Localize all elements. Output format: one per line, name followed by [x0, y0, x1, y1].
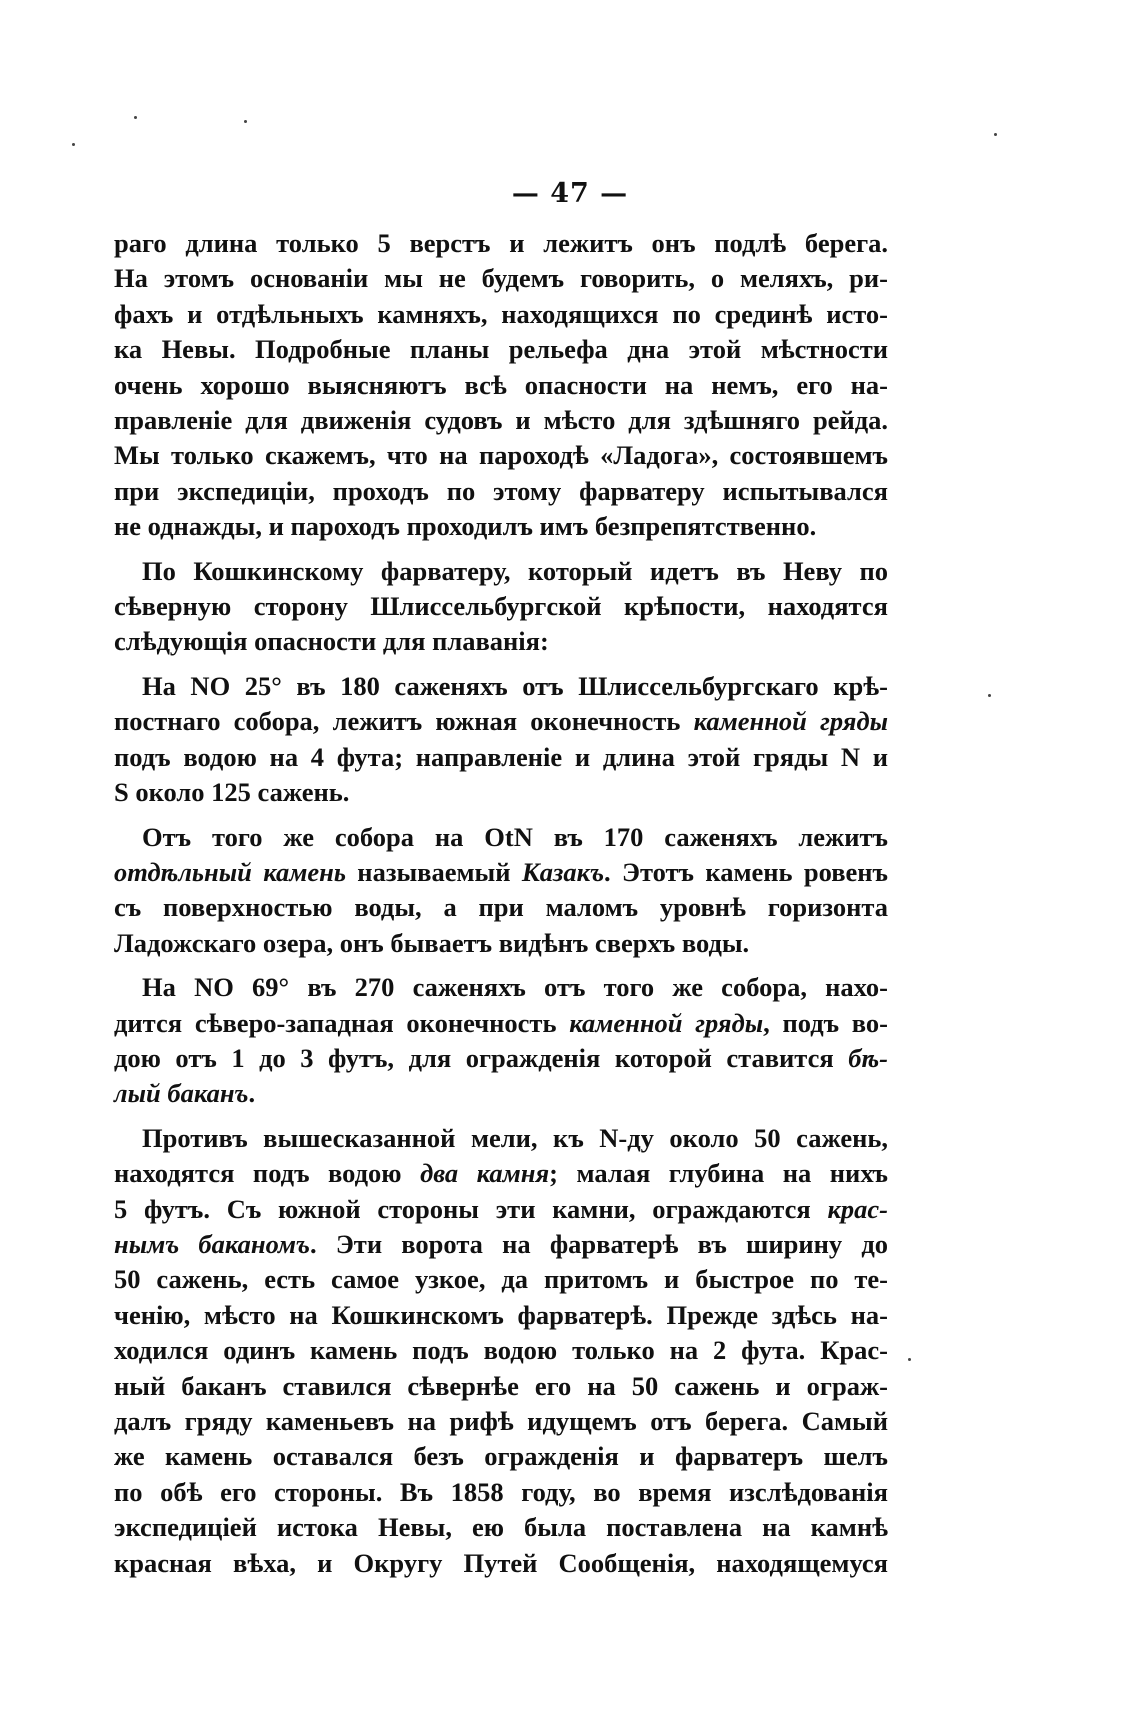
text-line: 50 сажень, есть самое узкое, да притомъ и быстрое по те- [114, 1264, 888, 1295]
body-text [114, 226, 888, 1581]
text-line: Мы только скажемъ, что на пароходѣ «Ладога», состоявшемъ [114, 440, 888, 471]
text-line [114, 1227, 888, 1262]
text-line: подъ водою на 4 фута; направленiе и длина этой гряды N и [114, 741, 888, 772]
text-line: сѣверную сторону Шлиссельбургской крѣпости, находятся [114, 591, 888, 622]
text-span: . [248, 1078, 256, 1109]
text-line: Отъ того же собора на OtN въ 170 саженяхъ лежитъ [142, 821, 888, 852]
text-line: не однажды, и пароходъ проходилъ имъ безпрепятственно. [114, 511, 817, 542]
text-line [114, 1156, 888, 1191]
text-line: правленiе для движенiя судовъ и мѣсто для здѣшняго рейда. [114, 405, 888, 436]
scan-speck [908, 1358, 911, 1361]
text-span: ; малая глубина на нихъ [549, 1158, 889, 1189]
text-line: съ поверхностью воды, а при маломъ уровнѣ горизонта [114, 892, 888, 923]
italic-term: бѣ- [848, 1042, 888, 1073]
text-line: ный баканъ ставился сѣвернѣе его на 50 сажень и ограж- [114, 1370, 888, 1401]
italic-term: Казакъ [521, 856, 605, 887]
text-line: S около 125 сажень. [114, 777, 350, 808]
paragraph-5 [114, 970, 888, 1112]
text-line: экспедицiей истока Невы, ею была поставлена на камнѣ [114, 1512, 888, 1543]
text-line: ченiю, мѣсто на Кошкинскомъ фарватерѣ. Прежде здѣсь на- [114, 1299, 888, 1330]
scan-speck [244, 120, 247, 123]
text-line: далъ гряду каменьевъ на рифѣ идущемъ отъ берега. Самый [114, 1406, 888, 1436]
text-line: по обѣ его стороны. Въ 1858 году, во время изслѣдованiя [114, 1476, 888, 1507]
italic-term: отдѣльный камень [114, 856, 346, 887]
paragraph-4 [114, 820, 888, 962]
text-line [114, 855, 888, 890]
text-line: На NO 25° въ 180 саженяхъ отъ Шлиссельбургскаго крѣ- [142, 670, 888, 701]
text-span: дою отъ 1 до 3 футъ, для огражденiя которой ставится [114, 1042, 849, 1073]
text-line [114, 1192, 888, 1227]
paragraph-2 [114, 554, 888, 660]
text-span: называемый [345, 856, 522, 887]
text-line: очень хорошо выясняютъ всѣ опасности на немъ, его на- [114, 369, 888, 400]
text-line: слѣдующiя опасности для плаванiя: [114, 626, 549, 657]
text-line: фахъ и отдѣльныхъ камняхъ, находящихся по срединѣ исто- [114, 298, 888, 329]
text-span: 5 футъ. Съ южной стороны эти камни, ограждаются [114, 1193, 828, 1224]
text-line: ка Невы. Подробные планы рельефа дна этой мѣстности [114, 334, 888, 365]
scan-speck [134, 116, 137, 119]
paragraph-1 [114, 226, 888, 545]
text-span: . Этотъ камень ровенъ [604, 856, 888, 887]
text-line [114, 1076, 888, 1111]
text-span: дится сѣверо-западная оконечность [114, 1007, 570, 1038]
text-span: постнаго собора, лежитъ южная оконечность [114, 706, 694, 737]
text-line [114, 1006, 888, 1041]
text-line: Противъ вышесказанной мели, къ N-ду около 50 сажень, [142, 1122, 888, 1153]
scan-speck [988, 694, 991, 697]
text-line: По Кошкинскому фарватеру, который идетъ въ Неву по [142, 555, 888, 586]
text-span: находятся подъ водою [114, 1158, 421, 1189]
text-line [114, 1041, 888, 1076]
text-span: . Эти ворота на фарватерѣ въ ширину до [310, 1228, 889, 1259]
italic-term: крас- [827, 1193, 888, 1224]
text-line: ходился одинъ камень подъ водою только на 2 фута. Крас- [114, 1335, 888, 1366]
scan-speck [994, 133, 997, 136]
text-span: , подъ во- [763, 1007, 888, 1038]
text-line: при экспедицiи, проходъ по этому фарватеру испытывался [114, 475, 888, 506]
scan-speck [72, 143, 75, 146]
page-number: — 47 — [511, 178, 629, 209]
text-line: красная вѣха, и Округу Путей Сообщенiя, находящемуся [114, 1547, 888, 1578]
italic-term: нымъ баканомъ [114, 1228, 310, 1259]
text-line: же камень оставался безъ огражденiя и фарватеръ шелъ [114, 1441, 888, 1472]
text-line: На NO 69° въ 270 саженяхъ отъ того же собора, нахо- [142, 972, 888, 1003]
italic-term: каменной гряды [693, 706, 888, 737]
paragraph-6 [114, 1121, 888, 1581]
paragraph-3 [114, 669, 888, 811]
text-line: раго длина только 5 верстъ и лежитъ онъ подлѣ берега. [114, 228, 888, 258]
text-line: На этомъ основанiи мы не будемъ говорить, о меляхъ, ри- [114, 263, 888, 294]
text-line: Ладожскаго озера, онъ бываетъ видѣнъ сверхъ воды. [114, 927, 750, 958]
italic-term: лый баканъ [114, 1078, 249, 1109]
text-line [114, 704, 888, 739]
italic-term: каменной гряды [569, 1007, 764, 1038]
italic-term: два камня [420, 1158, 550, 1189]
